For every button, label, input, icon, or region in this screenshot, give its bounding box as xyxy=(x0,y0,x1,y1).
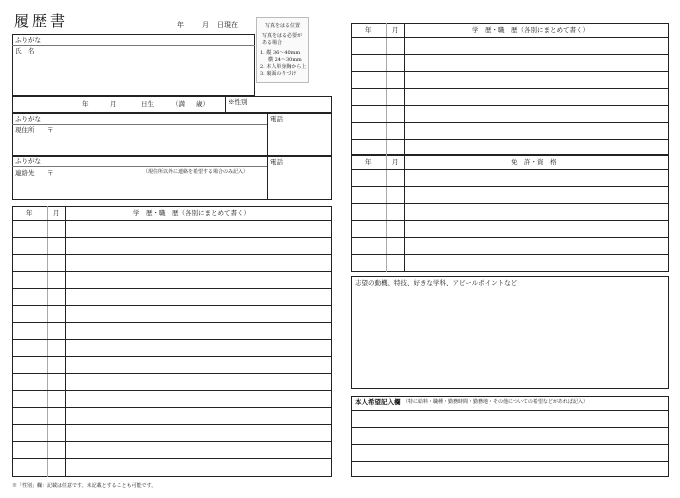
date-year-label: 年 xyxy=(177,21,184,29)
license-year-header: 年 xyxy=(365,158,372,166)
history-right-month-header: 月 xyxy=(392,26,399,34)
page-title: 履歴書 xyxy=(14,12,69,30)
phone-label: 電話 xyxy=(270,115,283,123)
age-label: （満 xyxy=(172,100,185,108)
contact-phone-label: 電話 xyxy=(270,158,283,166)
photo-item1: 1. 縦 36〜40mm xyxy=(260,50,301,56)
history-left-rows[interactable] xyxy=(12,206,332,477)
phone-input[interactable] xyxy=(270,126,328,152)
contact-phone-divider xyxy=(267,156,268,200)
contact-furigana-divider xyxy=(12,166,267,167)
name-label: 氏 名 xyxy=(15,47,35,55)
request-note: （特に給料・職種・勤務時間・勤務地・その他についての希望などがあれば記入） xyxy=(403,399,588,405)
license-month-header: 月 xyxy=(392,158,399,166)
photo-item2: 横 24〜30mm xyxy=(268,57,302,63)
birth-day-label: 日生 xyxy=(141,100,154,108)
address-furigana-label: ふりがな xyxy=(15,115,41,123)
birth-gender-divider xyxy=(225,96,226,113)
motivation-box[interactable] xyxy=(351,276,669,389)
photo-item3: 2. 本人単身胸から上 xyxy=(260,64,307,70)
contact-note: （現住所以外に連絡を希望する場合のみ記入） xyxy=(143,169,249,175)
history-right-year-header: 年 xyxy=(365,26,372,34)
photo-heading: 写真をはる位置 xyxy=(265,23,301,29)
address-label: 現住所 xyxy=(15,126,35,134)
request-rows[interactable] xyxy=(351,396,669,477)
license-heading: 免 許・資 格 xyxy=(511,158,557,166)
date-suffix-label: 日現在 xyxy=(217,21,238,29)
photo-item4: 3. 裏面のりづけ xyxy=(260,71,297,77)
history-right-rows[interactable] xyxy=(351,23,669,155)
footnote: ※「性別」欄：記載は任意です。未記載とすることも可能です。 xyxy=(12,483,157,489)
contact-label: 連絡先 xyxy=(15,169,35,177)
motivation-heading: 志望の動機、特技、好きな学科、アピールポイントなど xyxy=(355,279,518,287)
history-left-month-header: 月 xyxy=(53,209,60,217)
address-furigana-divider xyxy=(12,124,267,125)
history-left-year-header: 年 xyxy=(26,209,33,217)
age-suffix-label: 歳） xyxy=(196,100,209,108)
license-rows[interactable] xyxy=(351,155,669,272)
birth-month-label: 月 xyxy=(110,100,117,108)
contact-furigana-label: ふりがな xyxy=(15,157,41,165)
gender-label: ※性別 xyxy=(228,98,248,106)
furigana-label: ふりがな xyxy=(15,36,41,44)
contact-phone-input[interactable] xyxy=(270,170,328,196)
request-heading: 本人希望記入欄 xyxy=(355,398,401,406)
photo-box[interactable] xyxy=(256,17,309,83)
photo-line2: ある場合 xyxy=(262,40,283,46)
contact-input[interactable] xyxy=(15,180,263,198)
address-input[interactable] xyxy=(15,136,263,154)
postal-mark: 〒 xyxy=(47,126,54,134)
history-right-heading: 学 歴・職 歴（各別にまとめて書く） xyxy=(472,26,589,34)
photo-line1: 写真をはる必要が xyxy=(262,33,303,39)
contact-postal-mark: 〒 xyxy=(47,169,54,177)
date-month-label: 月 xyxy=(202,21,209,29)
history-left-heading: 学 歴・職 歴（各別にまとめて書く） xyxy=(133,209,250,217)
name-input[interactable] xyxy=(40,46,250,92)
address-phone-divider xyxy=(267,113,268,156)
birth-year-label: 年 xyxy=(82,100,89,108)
